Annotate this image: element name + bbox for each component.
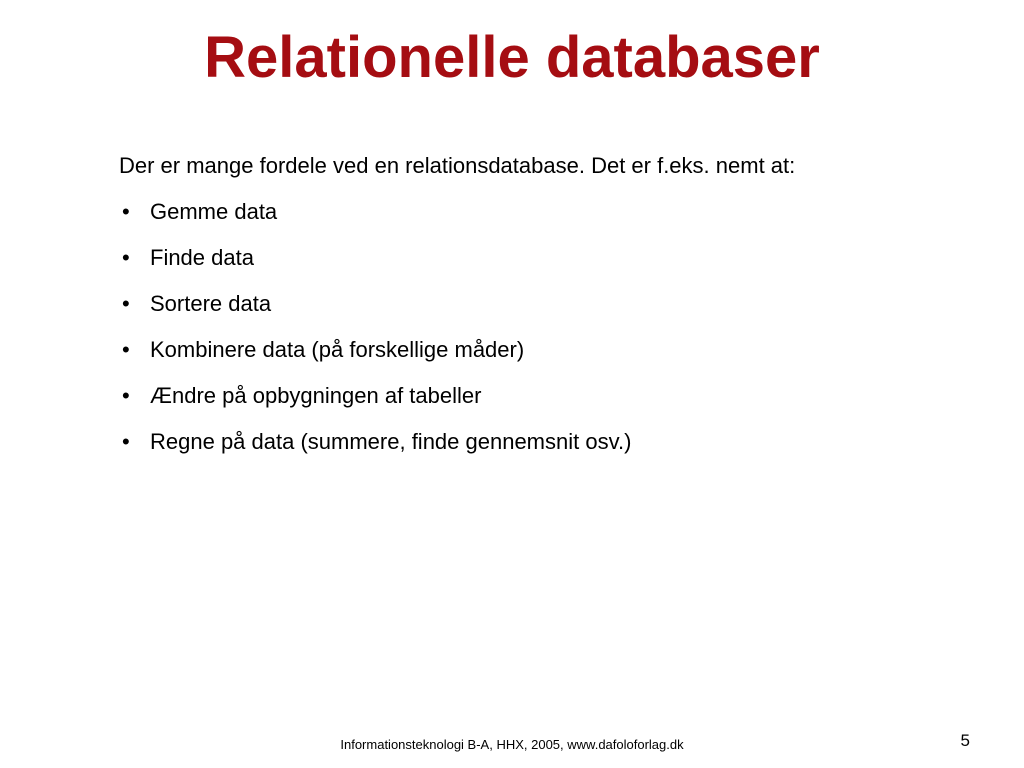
slide-title: Relationelle databaser: [204, 25, 820, 90]
bullet-text: Regne på data (summere, finde gennemsnit osv.): [150, 429, 632, 454]
list-item: [119, 424, 939, 460]
bullet-text: Ændre på opbygningen af tabeller: [150, 383, 482, 408]
bullet-text: Kombinere data (på forskellige måder): [150, 337, 525, 362]
bullet-text: Sortere data: [150, 291, 272, 316]
bullet-icon: •: [122, 199, 130, 224]
bullet-icon: •: [122, 337, 130, 362]
list-item: [119, 332, 939, 368]
bullet-text: Finde data: [150, 245, 254, 270]
bullet-list: [119, 194, 939, 460]
list-item: [119, 194, 939, 230]
slide-body: [119, 148, 939, 470]
bullet-icon: •: [122, 383, 130, 408]
page-number: 5: [960, 731, 970, 750]
bullet-icon: •: [122, 429, 130, 454]
bullet-text: Gemme data: [150, 199, 278, 224]
bullet-icon: •: [122, 245, 130, 270]
footer-text: Informationsteknologi B-A, HHX, 2005, www.dafoloforlag.dk: [340, 737, 684, 752]
list-item: [119, 378, 939, 414]
list-item: [119, 240, 939, 276]
intro-text: Der er mange fordele ved en relationsdatabase. Det er f.eks. nemt at:: [119, 153, 796, 178]
bullet-icon: •: [122, 291, 130, 316]
list-item: [119, 286, 939, 322]
